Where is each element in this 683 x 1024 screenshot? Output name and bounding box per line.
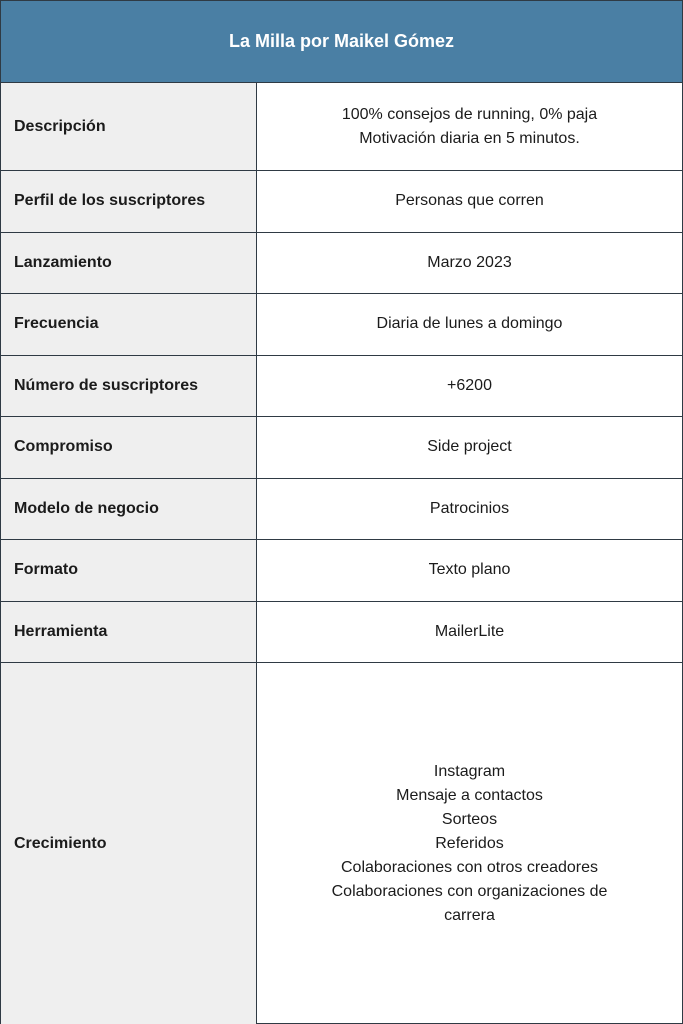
row-label: Lanzamiento [1,233,257,294]
row-label: Crecimiento [1,663,257,1024]
row-frecuencia [1,294,682,356]
row-label: Número de suscriptores [1,356,257,417]
row-formato [1,540,682,602]
row-value [257,663,682,1024]
row-perfil [1,171,682,233]
row-value [257,83,682,170]
row-label: Frecuencia [1,294,257,355]
row-value [257,171,682,232]
row-value [257,356,682,417]
value-line: Colaboraciones con otros creadores [340,858,599,876]
value-line: +6200 [447,376,492,394]
row-label: Formato [1,540,257,601]
value-line: MailerLite [434,622,505,640]
row-label: Modelo de negocio [1,479,257,540]
value-line: Diaria de lunes a domingo [376,315,563,333]
value-line: 100% consejos de running, 0% paja [341,105,598,123]
row-modelo-negocio [1,479,682,541]
value-line: Side project [427,438,512,456]
row-value [257,540,682,601]
row-value [257,602,682,663]
value-line: Motivación diaria en 5 minutos. [359,129,580,147]
row-herramienta [1,602,682,664]
value-line: Sorteos [441,810,498,828]
row-label: Herramienta [1,602,257,663]
value-line: Referidos [435,834,504,852]
value-line: Texto plano [428,561,511,579]
row-value [257,479,682,540]
row-label: Compromiso [1,417,257,478]
row-compromiso [1,417,682,479]
value-line: Instagram [433,762,506,780]
value-line: Patrocinios [429,499,510,517]
row-value [257,417,682,478]
row-value [257,294,682,355]
value-line: carrera [444,906,495,924]
row-label: Descripción [1,83,257,170]
row-value [257,233,682,294]
table-title: La Milla por Maikel Gómez [1,1,682,83]
value-line: Colaboraciones con organizaciones de [331,882,608,900]
value-line: Marzo 2023 [427,253,512,271]
row-label: Perfil de los suscriptores [1,171,257,232]
value-line: Personas que corren [395,192,544,210]
row-suscriptores [1,356,682,418]
row-crecimiento [1,663,682,1024]
row-lanzamiento [1,233,682,295]
row-descripcion [1,83,682,171]
value-line: Mensaje a contactos [396,786,543,804]
